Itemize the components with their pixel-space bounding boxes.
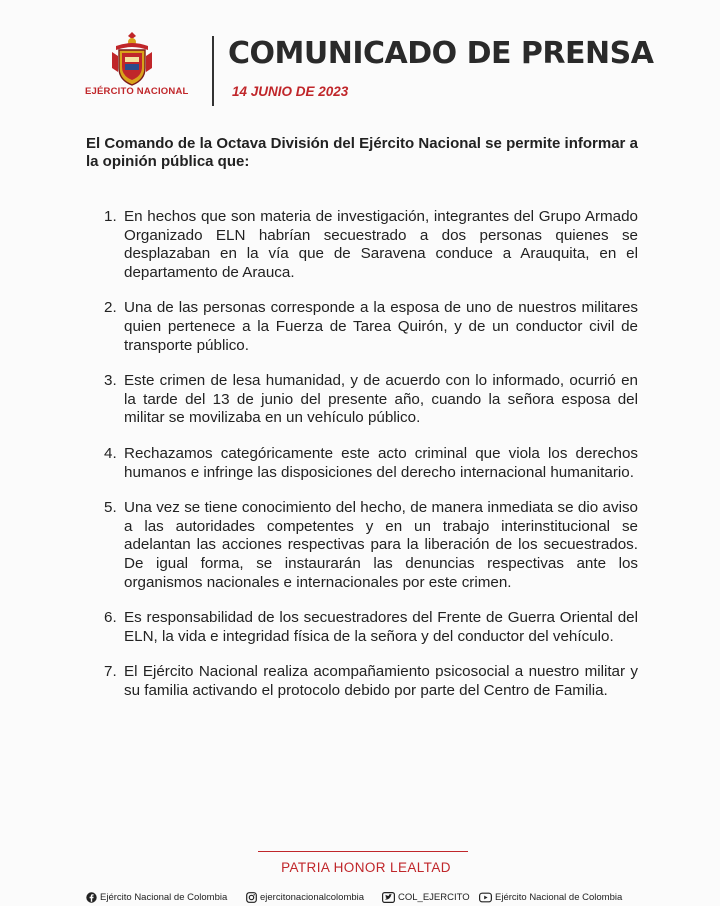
statement-list: [100, 208, 638, 717]
social-youtube[interactable]: [479, 892, 622, 903]
list-item: [100, 609, 638, 646]
item-number: 7.: [104, 663, 117, 681]
press-header: [0, 0, 720, 118]
motto-divider: [258, 851, 468, 852]
twitter-icon: [382, 892, 395, 903]
list-item: [100, 663, 638, 700]
social-instagram[interactable]: [246, 892, 364, 903]
item-number: 6.: [104, 609, 117, 627]
instagram-icon: [246, 892, 257, 903]
item-text: En hechos que son materia de investigación, integrantes del Grupo Armado Organizado ELN habrían secuestrado a dos personas quienes se desplazaban en la vía que de Saravena conduce a Arauquita, en el departamento de Arauca.: [124, 208, 638, 281]
item-number: 2.: [104, 299, 117, 317]
item-text: Una de las personas corresponde a la esposa de uno de nuestros militares quien pertenece a la Fuerza de Tarea Quirón, y de un conductor civil de transporte público.: [124, 299, 638, 354]
list-item: [100, 445, 638, 482]
motto: PATRIA HONOR LEALTAD: [281, 860, 451, 875]
release-date: 14 JUNIO DE 2023: [232, 84, 349, 99]
list-item: [100, 499, 638, 592]
list-item: [100, 208, 638, 282]
list-item: [100, 299, 638, 355]
youtube-icon: [479, 892, 492, 903]
item-text: Rechazamos categóricamente este acto criminal que viola los derechos humanos e infringe las disposiciones del derecho internacional humanitario.: [124, 444, 638, 481]
facebook-icon: [86, 892, 97, 903]
item-number: 5.: [104, 499, 117, 517]
item-text: Una vez se tiene conocimiento del hecho, de manera inmediata se dio aviso a las autoridades competentes y en un trabajo interinstitucional se adelantan las acciones respectivas para la liberación de los secuestrados. De igual forma, se instaurarán las denuncias respectivas ante los organismos nacionales e internacionales por este crimen.: [124, 499, 638, 591]
item-text: Este crimen de lesa humanidad, y de acuerdo con lo informado, ocurrió en la tarde del 13 de junio del presente año, cuando la señora esposa del militar se movilizaba en un vehículo público.: [124, 372, 638, 427]
social-twitter[interactable]: [382, 892, 470, 903]
page-title: COMUNICADO DE PRENSA: [228, 36, 654, 71]
item-text: Es responsabilidad de los secuestradores del Frente de Guerra Oriental del ELN, la vida e integridad física de la señora y del conductor del vehículo.: [124, 609, 638, 645]
item-number: 4.: [104, 444, 117, 462]
item-number: 1.: [104, 208, 117, 225]
social-label: ejercitonacionalcolombia: [260, 892, 365, 903]
item-text: El Ejército Nacional realiza acompañamiento psicosocial a nuestro militar y su familia activando el protocolo debido por parte del Centro de Familia.: [124, 663, 638, 699]
intro-paragraph: El Comando de la Octava División del Ejército Nacional se permite informar a la opinión pública que:: [86, 135, 638, 170]
social-links: [86, 892, 646, 906]
social-facebook[interactable]: [86, 892, 227, 903]
list-item: [100, 372, 638, 428]
social-label: Ejército Nacional de Colombia: [495, 892, 623, 903]
army-crest-logo: [108, 30, 156, 88]
social-label: COL_EJERCITO: [398, 892, 470, 903]
social-label: Ejército Nacional de Colombia: [100, 892, 228, 903]
header-divider: [212, 36, 214, 106]
army-logo-label: EJÉRCITO NACIONAL: [85, 86, 189, 97]
item-number: 3.: [104, 372, 117, 390]
